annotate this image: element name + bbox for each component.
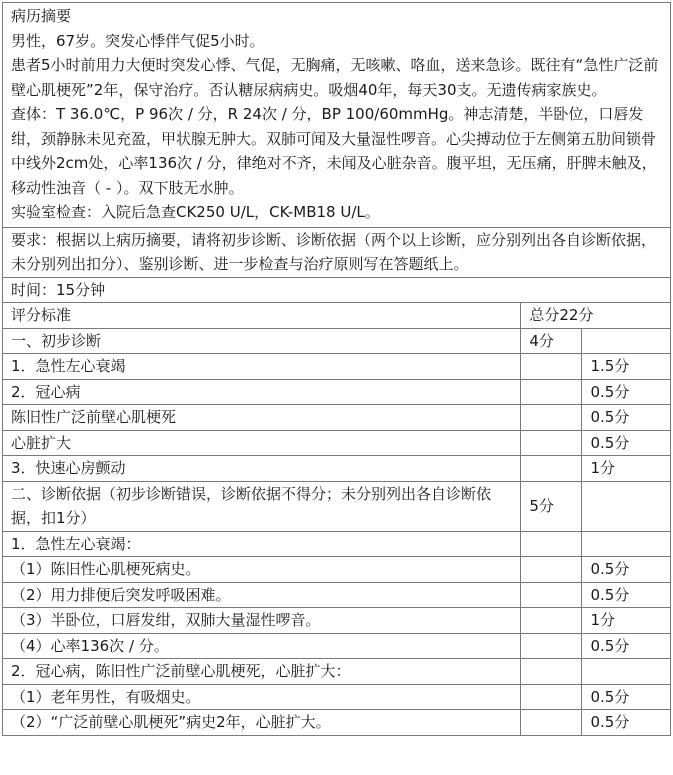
score-item: 二、诊断依据（初步诊断错误，诊断依据不得分；未分别列出各自诊断依据，扣1分） xyxy=(3,481,521,531)
table-row xyxy=(3,354,671,380)
score-section xyxy=(521,633,582,659)
score-section xyxy=(521,684,582,710)
requirement-text: 要求：根据以上病历摘要，请将初步诊断、诊断依据（两个以上诊断，应分别列出各自诊断依据，未分别列出扣分）、鉴别诊断、进一步检查与治疗原则写在答题纸上。 xyxy=(3,227,671,277)
table-row xyxy=(3,531,671,557)
table-row xyxy=(3,608,671,634)
case-summary-cell xyxy=(3,3,671,228)
score-value: 0.5分 xyxy=(582,684,671,710)
score-value xyxy=(582,328,671,354)
score-section xyxy=(521,608,582,634)
score-value: 0.5分 xyxy=(582,430,671,456)
score-section xyxy=(521,557,582,583)
score-section xyxy=(521,430,582,456)
table-row xyxy=(3,684,671,710)
score-value xyxy=(582,531,671,557)
score-value: 0.5分 xyxy=(582,582,671,608)
score-section xyxy=(521,405,582,431)
table-row xyxy=(3,557,671,583)
score-item: 陈旧性广泛前壁心肌梗死 xyxy=(3,405,521,431)
score-section xyxy=(521,456,582,482)
score-section: 5分 xyxy=(521,481,582,531)
score-section xyxy=(521,710,582,736)
score-value: 0.5分 xyxy=(582,710,671,736)
table-row xyxy=(3,481,671,531)
requirement-row xyxy=(3,227,671,277)
summary-patient: 男性，67岁。突发心悸伴气促5小时。 xyxy=(11,31,265,50)
score-section xyxy=(521,659,582,685)
score-item: （1）老年男性，有吸烟史。 xyxy=(3,684,521,710)
score-item: 一、初步诊断 xyxy=(3,328,521,354)
score-item: 心脏扩大 xyxy=(3,430,521,456)
table-row xyxy=(3,582,671,608)
scoring-total: 总分22分 xyxy=(521,303,671,329)
table-row xyxy=(3,659,671,685)
table-row xyxy=(3,456,671,482)
score-section xyxy=(521,379,582,405)
summary-title: 病历摘要 xyxy=(11,7,72,25)
table-row xyxy=(3,405,671,431)
score-item: （2）“广泛前壁心肌梗死”病史2年，心脏扩大。 xyxy=(3,710,521,736)
score-item: 1．急性左心衰竭： xyxy=(3,531,521,557)
score-section: 4分 xyxy=(521,328,582,354)
score-section xyxy=(521,354,582,380)
case-summary-row xyxy=(3,3,671,228)
score-value xyxy=(582,659,671,685)
score-section xyxy=(521,531,582,557)
table-row xyxy=(3,633,671,659)
score-item: 1．急性左心衰竭 xyxy=(3,354,521,380)
score-value: 0.5分 xyxy=(582,557,671,583)
score-item: 2．冠心病，陈旧性广泛前壁心肌梗死，心脏扩大： xyxy=(3,659,521,685)
case-document-table xyxy=(2,2,671,736)
score-value: 0.5分 xyxy=(582,379,671,405)
scoring-header: 评分标准 xyxy=(3,303,521,329)
table-row xyxy=(3,328,671,354)
table-row xyxy=(3,430,671,456)
table-row xyxy=(3,710,671,736)
score-item: （1）陈旧性心肌梗死病史。 xyxy=(3,557,521,583)
score-item: （2）用力排便后突发呼吸困难。 xyxy=(3,582,521,608)
score-value: 1分 xyxy=(582,608,671,634)
score-value: 1.5分 xyxy=(582,354,671,380)
scoring-header-row xyxy=(3,303,671,329)
table-row xyxy=(3,379,671,405)
summary-exam: 查体：T 36.0℃，P 96次 / 分，R 24次 / 分，BP 100/60mmHg。神志清楚，半卧位，口唇发绀，颈静脉未见充盈，甲状腺无肿大。双肺可闻及大量湿性啰音。心尖搏动位于左侧第五肋间锁骨中线外2cm处，心率136次 / 分，律绝对不齐，未闻及心脏杂音。腹平坦，无压痛，肝脾未触及，移动性浊音（ - ）。双下肢无水肿。 xyxy=(11,105,657,197)
time-text: 时间：15分钟 xyxy=(3,277,671,303)
score-item: （4）心率136次 / 分。 xyxy=(3,633,521,659)
time-row xyxy=(3,277,671,303)
score-item: 2．冠心病 xyxy=(3,379,521,405)
score-value: 0.5分 xyxy=(582,633,671,659)
score-item: （3）半卧位，口唇发绀，双肺大量湿性啰音。 xyxy=(3,608,521,634)
summary-history: 患者5小时前用力大便时突发心悸、气促，无胸痛，无咳嗽、咯血，送来急诊。既往有“急性广泛前壁心肌梗死”2年，保守治疗。否认糖尿病病史。吸烟40年，每天30支。无遗传病家族史。 xyxy=(11,56,659,99)
score-value xyxy=(582,481,671,531)
score-section xyxy=(521,582,582,608)
score-item: 3．快速心房颤动 xyxy=(3,456,521,482)
summary-lab: 实验室检查：入院后急查CK250 U/L，CK-MB18 U/L。 xyxy=(11,203,380,221)
score-value: 1分 xyxy=(582,456,671,482)
score-value: 0.5分 xyxy=(582,405,671,431)
